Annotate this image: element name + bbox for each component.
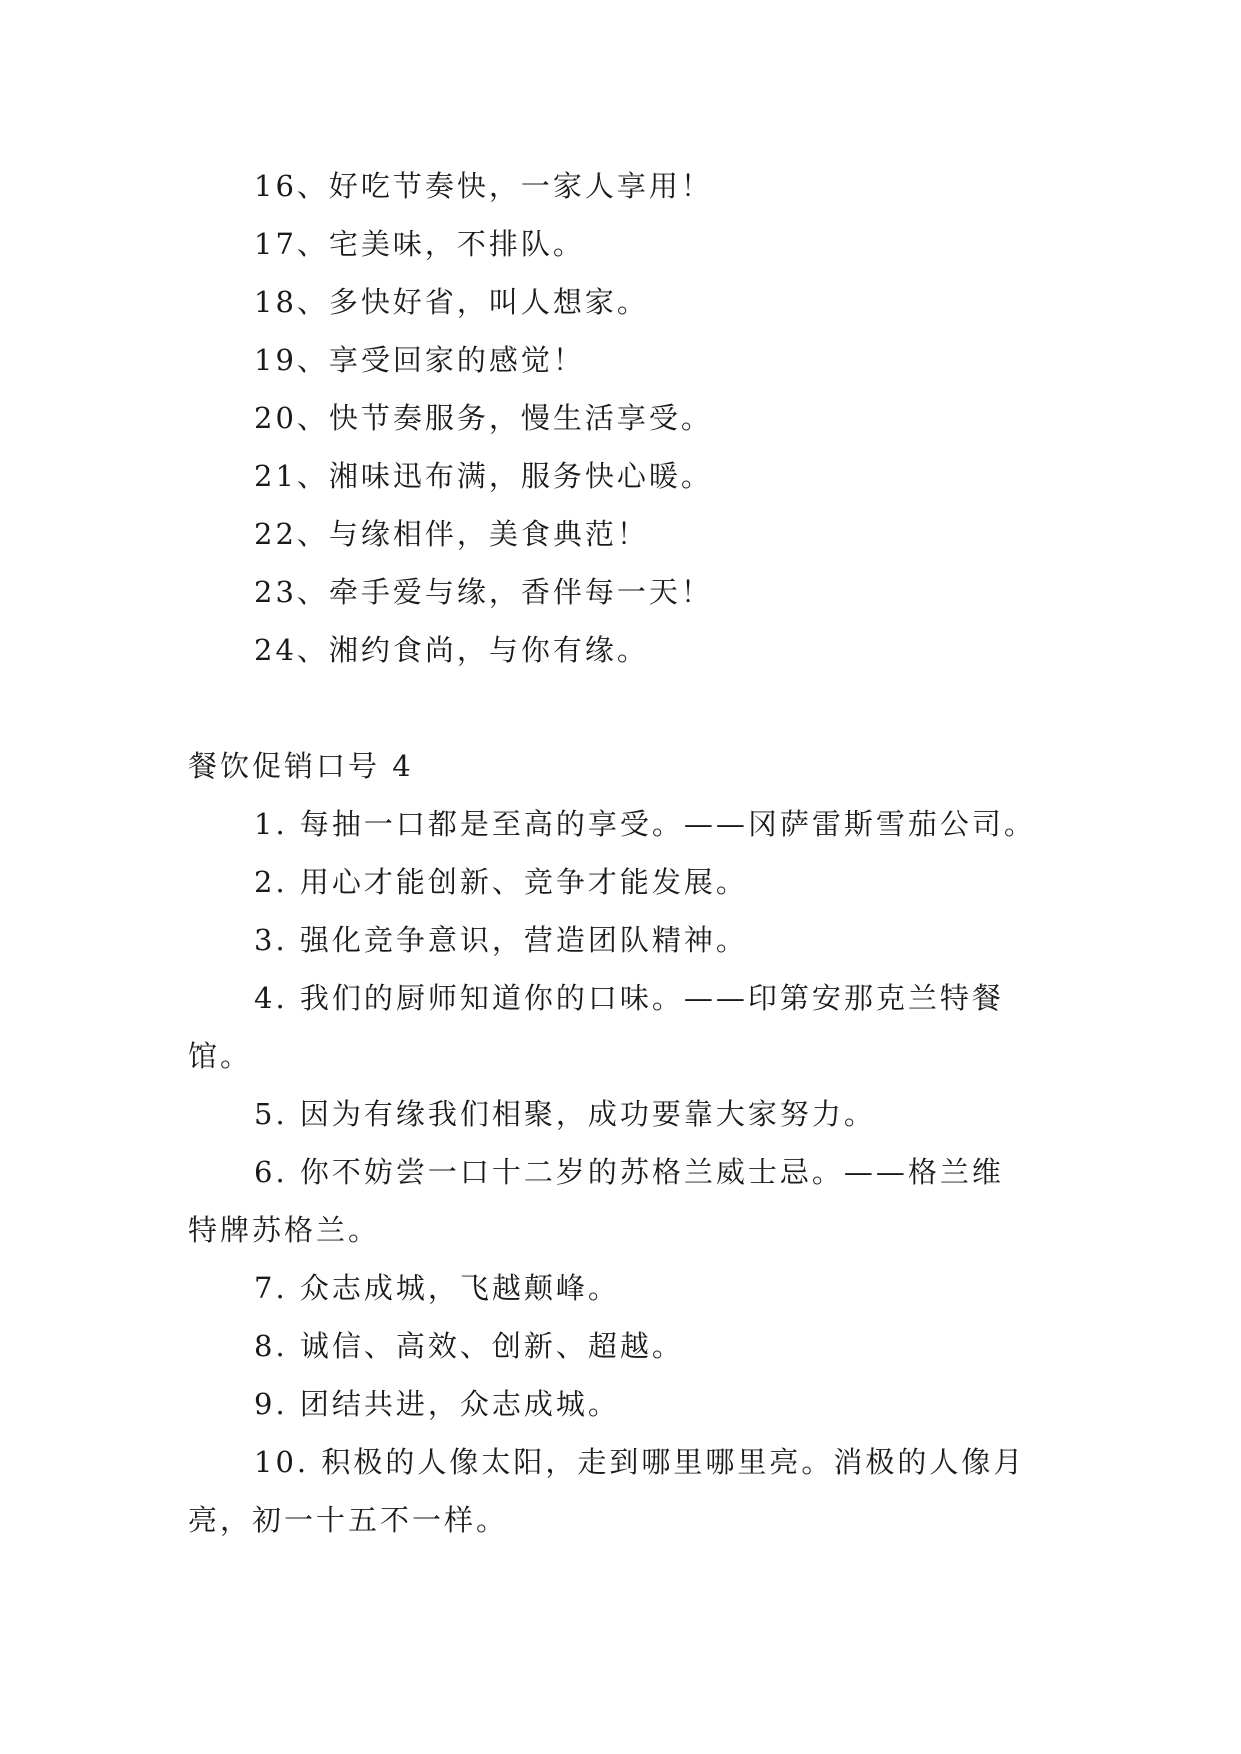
- section-title: 餐饮促销口号 4: [188, 749, 414, 783]
- list-item: 8. 诚信、高效、创新、超越。: [254, 1329, 684, 1363]
- list-item: 9. 团结共进，众志成城。: [254, 1387, 620, 1421]
- list-item: 3. 强化竞争意识，营造团队精神。: [254, 923, 748, 957]
- list-item: 1. 每抽一口都是至高的享受。——冈萨雷斯雪茄公司。: [254, 807, 1036, 841]
- list-item: 5. 因为有缘我们相聚，成功要靠大家努力。: [254, 1097, 876, 1131]
- list-item-continuation: 特牌苏格兰。: [188, 1213, 381, 1247]
- list-item: 19、享受回家的感觉！: [254, 343, 585, 377]
- list-item-continuation: 亮，初一十五不一样。: [188, 1503, 509, 1537]
- list-item: 6. 你不妨尝一口十二岁的苏格兰威士忌。——格兰维: [254, 1155, 1004, 1189]
- list-item: 10. 积极的人像太阳，走到哪里哪里亮。消极的人像月: [254, 1445, 1026, 1479]
- list-item: 16、好吃节奏快，一家人享用！: [254, 169, 713, 203]
- list-item: 7. 众志成城，飞越颠峰。: [254, 1271, 620, 1305]
- list-item: 24、湘约食尚，与你有缘。: [254, 633, 649, 667]
- list-item: 23、牵手爱与缘，香伴每一天！: [254, 575, 713, 609]
- list-item: 22、与缘相伴，美食典范！: [254, 517, 649, 551]
- list-item: 20、快节奏服务，慢生活享受。: [254, 401, 713, 435]
- list-item-continuation: 馆。: [188, 1039, 253, 1073]
- list-item: 4. 我们的厨师知道你的口味。——印第安那克兰特餐: [254, 981, 1004, 1015]
- list-item: 21、湘味迅布满，服务快心暖。: [254, 459, 713, 493]
- list-item: 2. 用心才能创新、竞争才能发展。: [254, 865, 748, 899]
- list-item: 18、多快好省，叫人想家。: [254, 285, 649, 319]
- list-item: 17、宅美味，不排队。: [254, 227, 585, 261]
